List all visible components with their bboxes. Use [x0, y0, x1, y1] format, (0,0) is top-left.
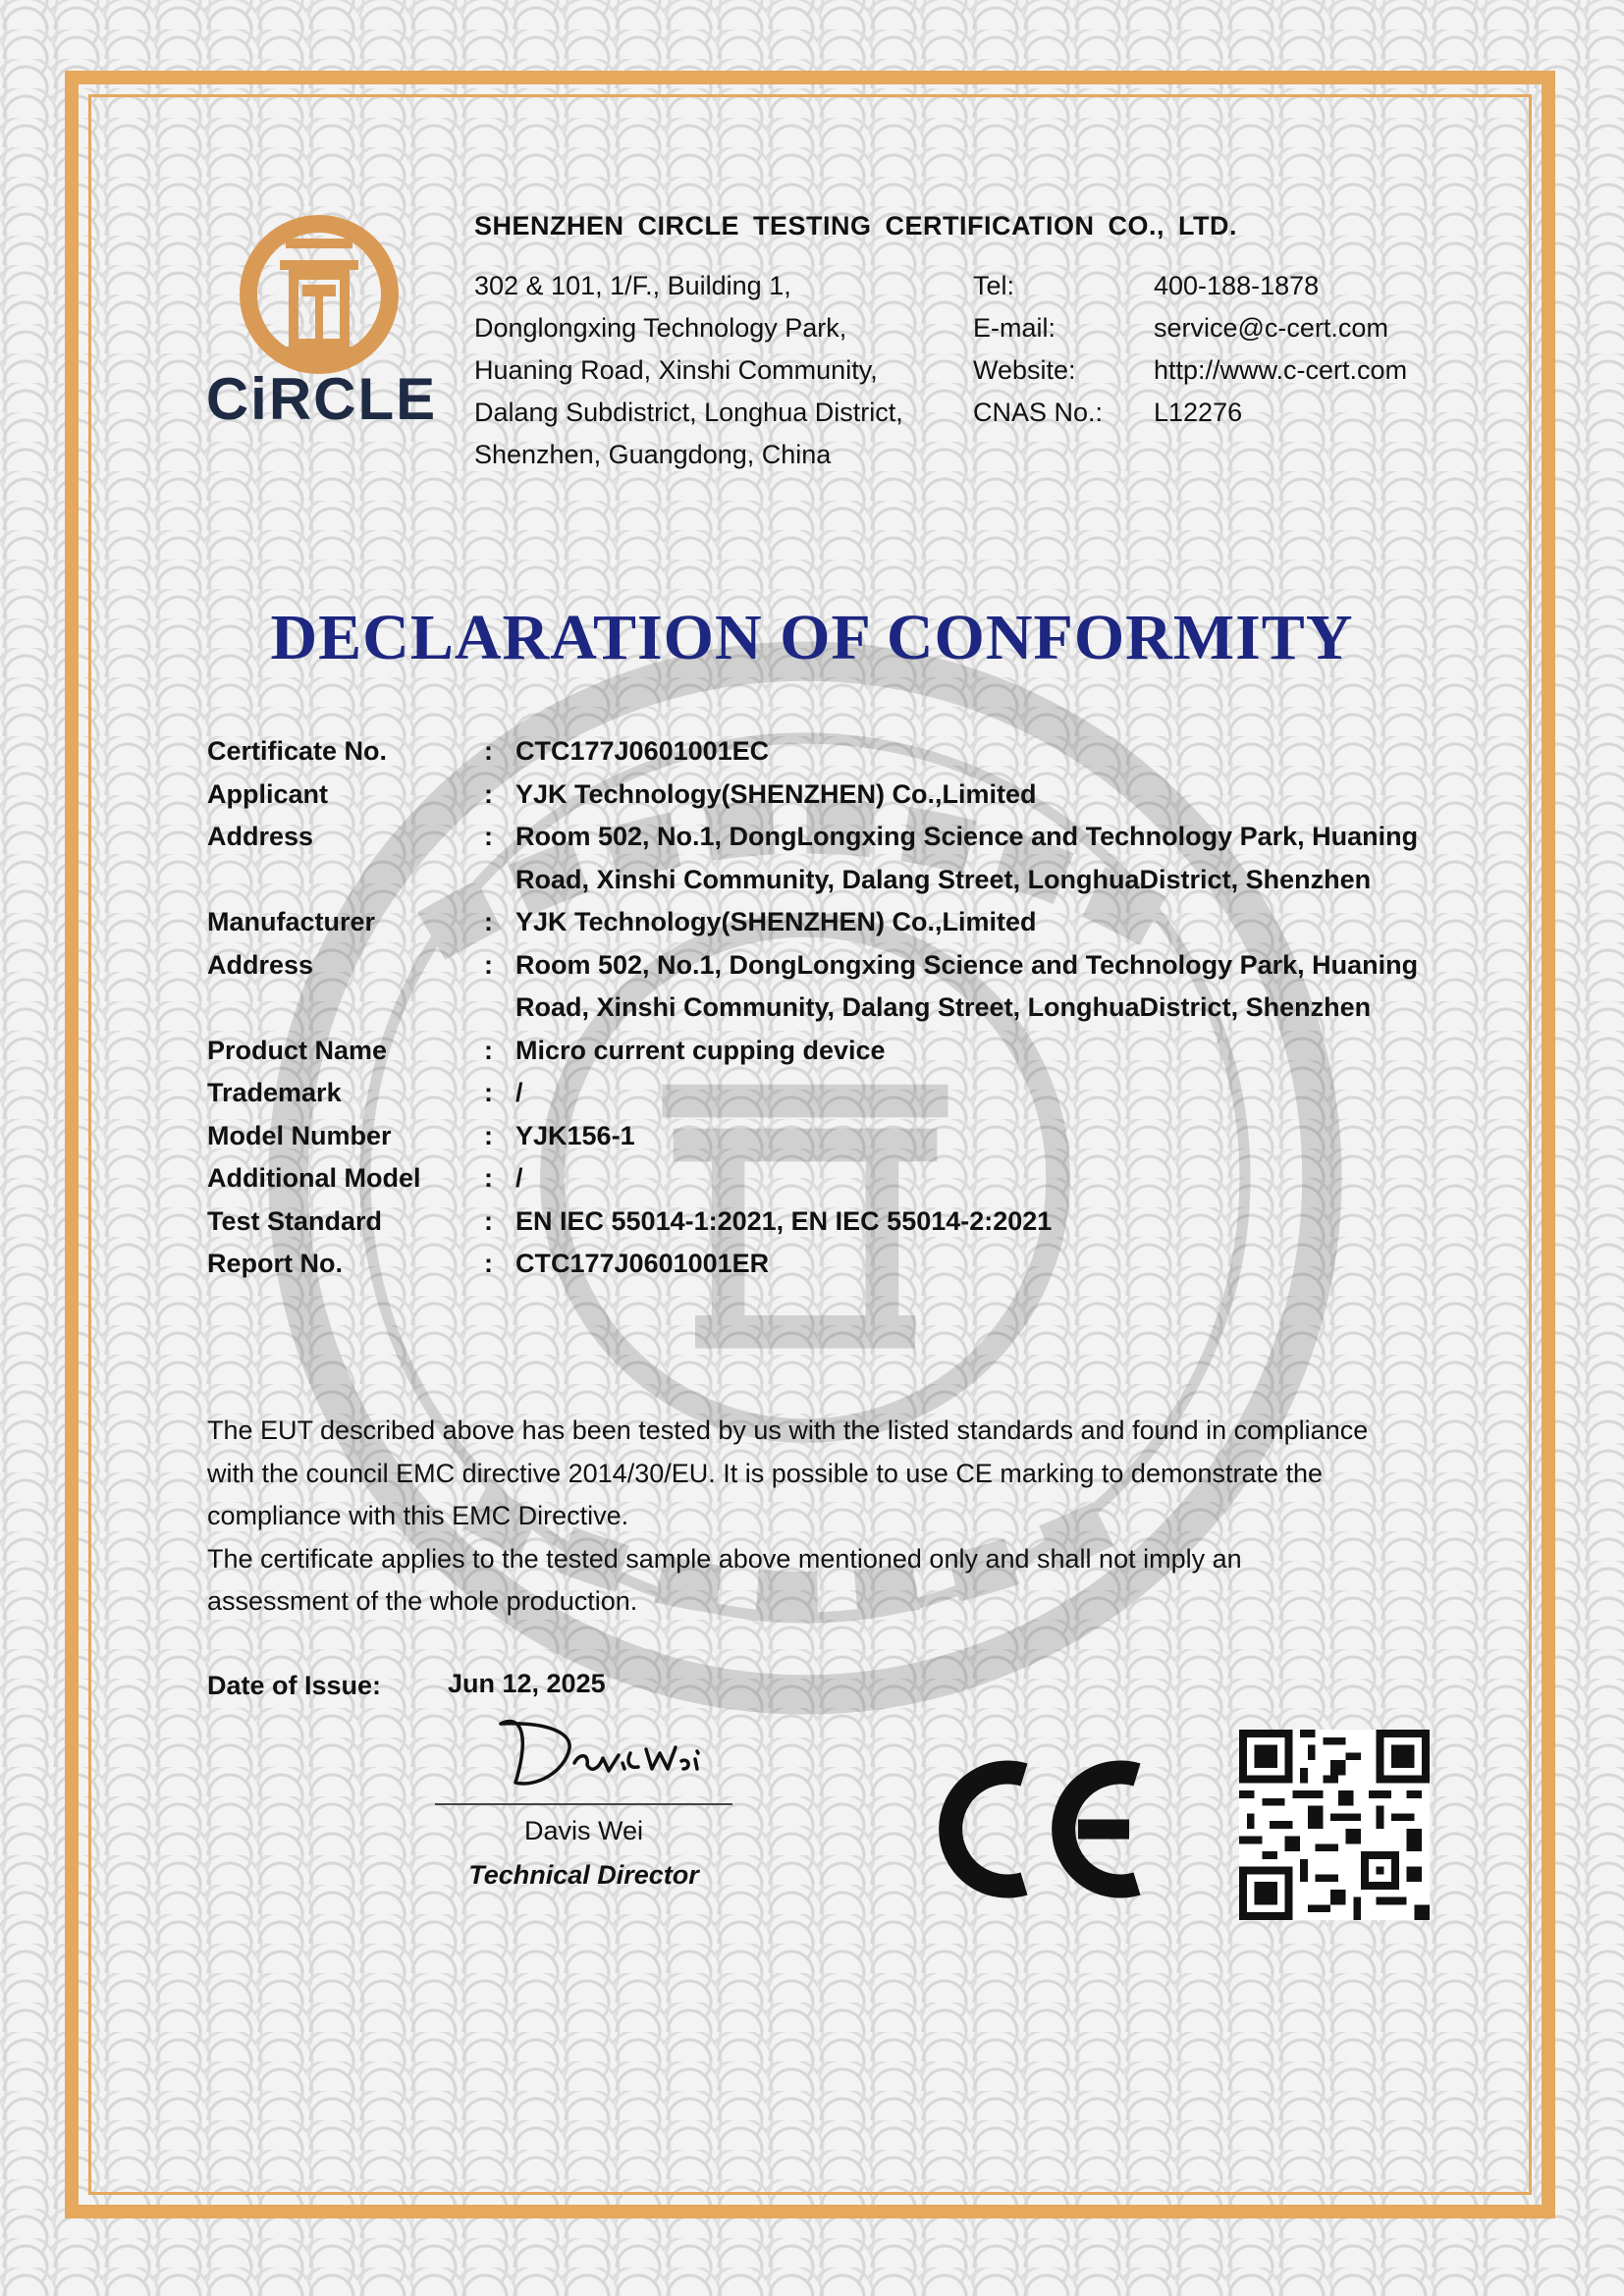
statement-line: The EUT described above has been tested by us with the listed standards and found in compliance [207, 1415, 1369, 1445]
field-row-manufacturer-address [207, 944, 1484, 1030]
qr-code-icon [1239, 1730, 1430, 1920]
field-label: Product Name [207, 1035, 388, 1065]
field-label: Model Number [207, 1120, 392, 1150]
field-row-additional-model [207, 1157, 1484, 1201]
contact-value: http://www.c-cert.com [1154, 355, 1408, 385]
document-title: DECLARATION OF CONFORMITY [270, 602, 1354, 673]
field-colon: : [484, 822, 493, 851]
field-colon: : [484, 1035, 493, 1065]
signature-line [435, 1803, 732, 1805]
contact-row-email [973, 307, 1407, 349]
issue-date-label: Date of Issue: [207, 1671, 382, 1700]
field-colon: : [484, 1163, 493, 1193]
field-value: / [515, 1163, 523, 1193]
field-colon: : [484, 907, 493, 936]
field-value: CTC177J0601001ER [515, 1249, 770, 1278]
field-row-certificate-no [207, 730, 1484, 774]
field-label: Applicant [207, 778, 329, 809]
field-row-trademark [207, 1072, 1484, 1115]
ce-mark-icon [931, 1753, 1147, 1905]
company-contacts [973, 265, 1407, 434]
circle-logo-wordmark: CiRCLE [205, 366, 438, 432]
company-address-line: Donglongxing Technology Park, [474, 313, 847, 343]
signer-title: Technical Director [468, 1860, 699, 1890]
contact-value: service@c-cert.com [1154, 313, 1388, 343]
field-label: Test Standard [207, 1205, 383, 1236]
contact-value: L12276 [1154, 398, 1243, 427]
certificate-fields [207, 730, 1484, 1286]
contact-label: CNAS No.: [973, 398, 1104, 427]
field-label: Certificate No. [207, 736, 388, 766]
field-value: EN IEC 55014-1:2021, EN IEC 55014-2:2021 [515, 1205, 1053, 1236]
signer-name: Davis Wei [523, 1816, 644, 1845]
statement-line: compliance with this EMC Directive. [207, 1501, 629, 1530]
contact-label: E-mail: [973, 313, 1056, 343]
field-row-product-name [207, 1030, 1484, 1073]
field-colon: : [484, 1249, 493, 1278]
field-colon: : [484, 736, 493, 766]
field-value: YJK Technology(SHENZHEN) Co.,Limited [515, 778, 1037, 809]
contact-value: 400-188-1878 [1154, 271, 1320, 300]
company-name: SHENZHEN CIRCLE TESTING CERTIFICATION CO., LTD. [474, 211, 1237, 240]
issue-date-value: Jun 12, 2025 [448, 1669, 606, 1698]
field-row-applicant [207, 774, 1484, 817]
field-row-applicant-address [207, 816, 1484, 901]
field-value: YJK156-1 [515, 1120, 635, 1150]
field-label: Address [207, 949, 314, 980]
field-colon: : [484, 1205, 493, 1236]
compliance-statement [207, 1410, 1474, 1624]
field-label: Report No. [207, 1249, 343, 1278]
contact-label: Tel: [973, 271, 1015, 300]
company-address [474, 265, 903, 476]
contact-row-tel [973, 265, 1407, 307]
contact-row-website [973, 349, 1407, 392]
statement-line: with the council EMC directive 2014/30/EU. It is possible to use CE marking to demonstrate the [207, 1458, 1324, 1488]
field-colon: : [484, 949, 493, 980]
field-colon: : [484, 778, 493, 809]
field-row-report-no [207, 1243, 1484, 1286]
field-value: Room 502, No.1, DongLongxing Science and Technology Park, Huaning Road, Xinshi Community, Dalang Street, LonghuaDistrict, Shenzhen [515, 822, 1419, 894]
field-label: Additional Model [207, 1163, 421, 1193]
contact-label: Website: [973, 355, 1076, 385]
company-address-line: 302 & 101, 1/F., Building 1, [474, 271, 791, 300]
field-label: Trademark [207, 1078, 342, 1107]
field-value: CTC177J0601001EC [515, 736, 770, 766]
contact-row-cnas [973, 392, 1407, 434]
statement-line: The certificate applies to the tested sample above mentioned only and shall not imply an [207, 1543, 1242, 1574]
statement-line: assessment of the whole production. [207, 1586, 638, 1616]
field-value: / [515, 1078, 523, 1107]
field-value: Room 502, No.1, DongLongxing Science and Technology Park, Huaning Road, Xinshi Community, Dalang Street, LonghuaDistrict, Shenzhen [515, 949, 1419, 1022]
company-address-line: Dalang Subdistrict, Longhua District, [474, 398, 903, 427]
field-value: YJK Technology(SHENZHEN) Co.,Limited [515, 907, 1037, 936]
company-address-line: Huaning Road, Xinshi Community, [474, 355, 878, 385]
handwritten-signature [481, 1704, 727, 1802]
field-value: Micro current cupping device [515, 1035, 886, 1065]
field-colon: : [484, 1120, 493, 1150]
field-label: Address [207, 822, 314, 851]
field-row-model-number [207, 1115, 1484, 1158]
field-row-test-standard [207, 1201, 1484, 1244]
company-address-line: Shenzhen, Guangdong, China [474, 440, 832, 469]
field-row-manufacturer [207, 901, 1484, 944]
field-colon: : [484, 1078, 493, 1107]
field-label: Manufacturer [207, 907, 376, 936]
